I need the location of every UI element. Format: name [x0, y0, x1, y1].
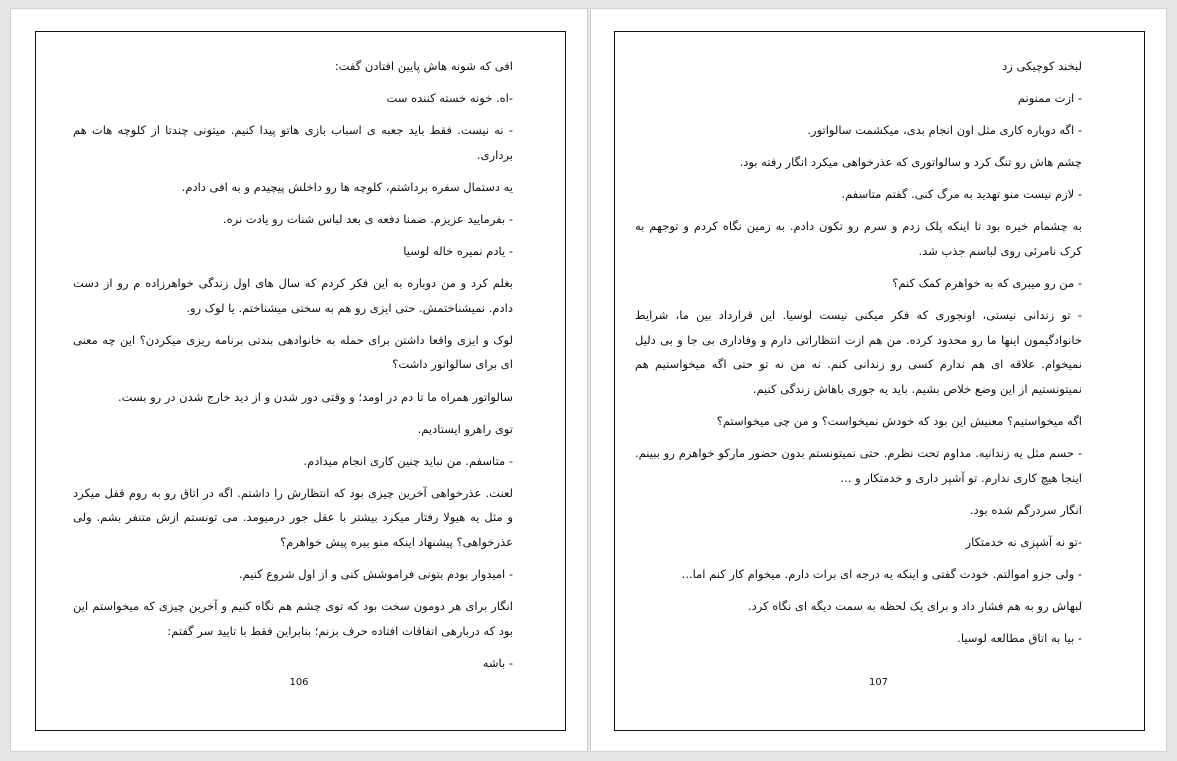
paragraph: - حسم مثل یه زندانیه. مداوم تحت نظرم. حتی نمیتونستم بدون حضور مارکو خواهرم رو ببینم. اینجا هیچ کاری ندارم. تو آشپز داری و خدمتکار و ... — [635, 446, 1082, 485]
paragraph: انگار سردرگم شده بود. — [969, 502, 1082, 517]
paragraph: -تو نه آشپزی نه خدمتکار — [965, 535, 1082, 549]
page-number-right: 107 — [868, 677, 889, 688]
paragraph: - یادم نمیره خاله لوسیا — [403, 244, 513, 259]
paragraph: بغلم کرد و من دوباره به این فکر کردم که سال های اول زندگی خواهرزاده م رو از دست دادم. نمیشناختمش. حتی ایزی رو هم به سختی میشناختم. یا لوک رو. — [73, 276, 513, 315]
paragraph: - ازت ممنونم — [1017, 91, 1082, 106]
paragraph: - بیا به اتاق مطالعه لوسیا. — [957, 631, 1082, 646]
paragraph: - لازم نیست منو تهدید به مرگ کنی. گفتم متاسفم. — [841, 187, 1082, 202]
page-text-right — [635, 54, 1082, 658]
paragraph: توی راهرو ایستادیم. — [417, 421, 513, 436]
paragraph: لبهاش رو به هم فشار داد و برای یک لحظه به سمت دیگه ای نگاه کرد. — [747, 599, 1082, 614]
paragraph: - اگه دوباره کاری مثل اون انجام بدی، میکشمت سالواتور. — [807, 123, 1082, 138]
page-number-left: 106 — [289, 677, 309, 688]
page-right — [590, 8, 1167, 752]
paragraph: لوک و ایزی واقعا داشتن برای حمله به خانوادهی بندتی برنامه ریزی میکردن؟ این چه معنی ای برای سالواتور داشت؟ — [73, 332, 513, 372]
paragraph: - متاسفم. من نباید چنین کاری انجام میدادم. — [303, 453, 513, 468]
paragraph: - بفرمایید عزیزم. ضمنا دفعه ی بعد لباس شنات رو یادت نره. — [222, 211, 513, 226]
page-left — [10, 8, 588, 752]
paragraph: - امیدوار بودم بتونی فراموشش کنی و از اول شروع کنیم. — [238, 567, 513, 582]
paragraph: سالواتور همراه ما تا دم در اومد؛ و وقتی دور شدن و از دید خارج شدن در رو بست. — [118, 389, 513, 404]
paragraph: لعنت. عذرخواهی آخرین چیزی بود که انتظارش را داشتم. اگه در اتاق رو به روم قفل میکرد و مثل یه هیولا رفتار میکرد بیشتر با عقل جور درمیومد. می تونستم ازش متنفر بشم. ولی عذرخواهی؟ پیشنهاد اینکه منو ببره پیش خواهرم؟ — [73, 485, 513, 549]
paragraph: افی که شونه هاش پایین افتادن گفت: — [334, 59, 513, 73]
paragraph: اگه میخواستیم؟ معنیش این بود که خودش نمیخواست؟ و من چی میخواستم؟ — [716, 414, 1082, 429]
paragraph: - من رو میبری که به خواهرم کمک کنم؟ — [892, 276, 1082, 291]
paragraph: یه دستمال سفره برداشتم، کلوچه ها رو داخلش پیچیدم و به افی دادم. — [181, 179, 513, 194]
paragraph: - باشه — [482, 655, 513, 670]
paragraph: - ولی جزو اموالتم. خودت گفتی و اینکه یه درجه ای برات دارم. میخوام کار کنم اما... — [681, 567, 1082, 582]
paragraph: - تو زندانی نیستی، اونجوری که فکر میکنی نیست لوسیا. این قرارداد بین ما، شرایط خانوادگیمون اینها ما رو محدود کرده. من هم ازت انتظاراتی دارم و وفاداری بی جا و بی دلیل نمیخوام. علاقه ای هم ندارم کسی رو زندانی کنم. نه من نه تو حتی اگه میخواستیم هم نمیتونستیم از این وضع خلاص بشیم. باید یه جوری باهاش زندگی کنیم. — [635, 308, 1082, 397]
paragraph: چشم هاش رو تنگ کرد و سالواتوری که عذرخواهی میکرد انگار رفته بود. — [739, 155, 1082, 170]
paragraph: - نه نیست. فقط باید جعبه ی اسباب بازی هاتو پیدا کنیم. میتونی چندتا از کلوچه هات هم برداری. — [73, 123, 513, 162]
page-text-left — [73, 54, 513, 683]
paragraph: به چشمام خیره بود تا اینکه پلک زدم و سرم رو تکون دادم. به زمین نگاه کردم و توجهم به کرک نامرئی روی لباسم جذب شد. — [635, 219, 1082, 259]
paragraph: انگار برای هر دومون سخت بود که توی چشم هم نگاه کنیم و آخرین چیزی که میخواستم این بود که دربارهی اتفاقات افتاده حرف بزنم؛ بنابراین فقط با تایید سر گفتم: — [73, 599, 513, 638]
paragraph: لبخند کوچیکی زد — [1002, 59, 1082, 73]
paragraph: -اه. خونه خسته کننده ست — [386, 91, 513, 106]
